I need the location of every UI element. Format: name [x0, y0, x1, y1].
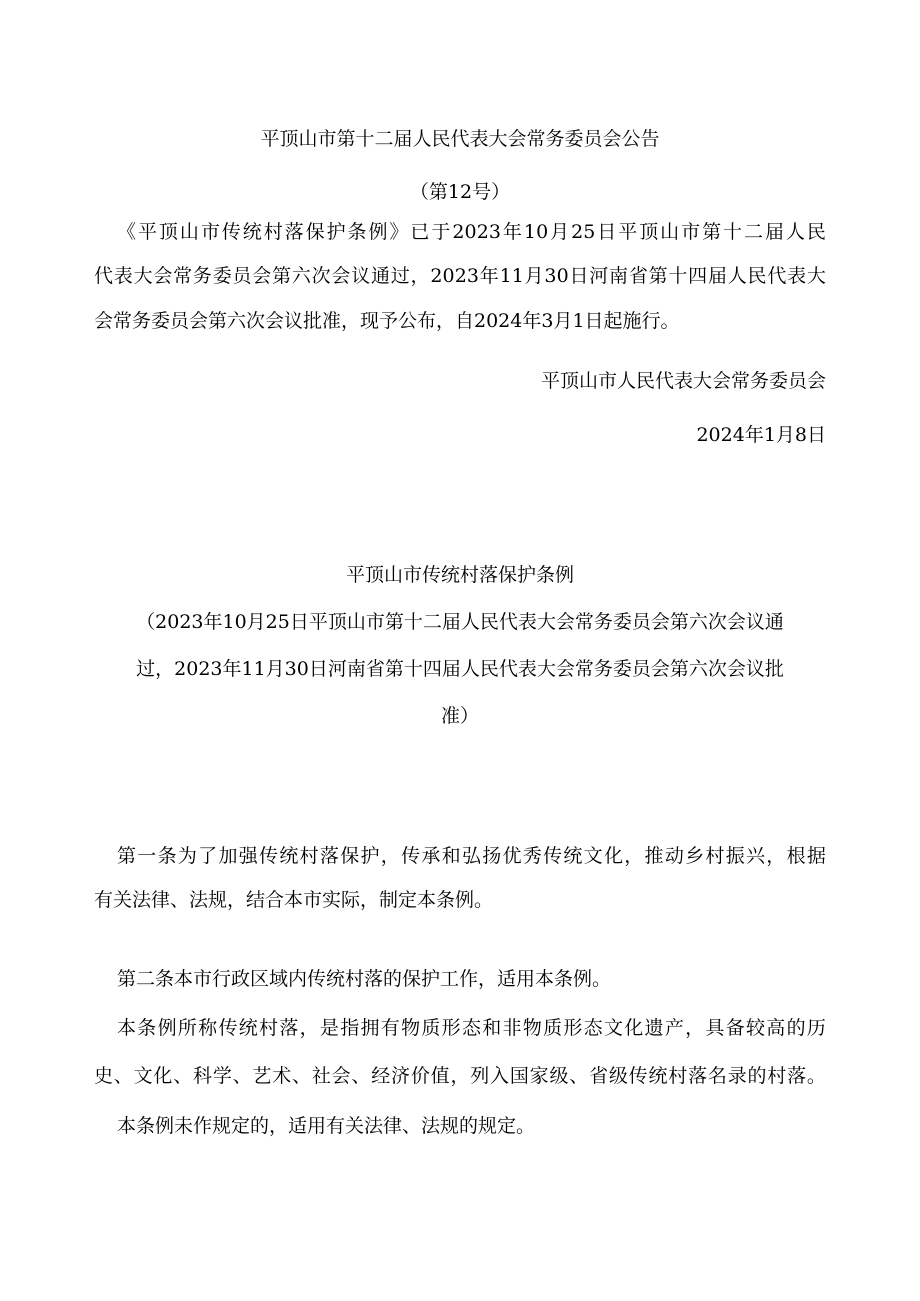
regulation-title: 平顶山市传统村落保护条例: [345, 564, 574, 586]
announcement-body-line-2: 代表大会常务委员会第六次会议通过，2023年11月30日河南省第十四届人民代表大: [94, 265, 826, 287]
announcement-number: （第12号）: [409, 181, 511, 203]
announcement-title: 平顶山市第十二届人民代表大会常务委员会公告: [260, 128, 660, 150]
regulation-note-line-3: 准）: [440, 705, 479, 727]
announcement-body-line-3: 会常务委员会第六次会议批准，现予公布，自2024年3月1日起施行。: [94, 310, 680, 332]
article-1-line-2: 有关法律、法规，结合本市实际，制定本条例。: [94, 889, 494, 911]
announcement-body-line-1: 《平顶山市传统村落保护条例》已于2023年10月25日平顶山市第十二届人民: [117, 221, 826, 243]
definition-line-2: 史、文化、科学、艺术、社会、经济价值，列入国家级、省级传统村落名录的村落。: [94, 1065, 826, 1087]
definition-line-1: 本条例所称传统村落，是指拥有物质形态和非物质形态文化遗产，具备较高的历: [117, 1017, 826, 1039]
regulation-note-line-1: （2023年10月25日平顶山市第十二届人民代表大会常务委员会第六次会议通: [136, 611, 784, 633]
article-1-line-1: 第一条为了加强传统村落保护，传承和弘扬优秀传统文化，推动乡村振兴，根据: [117, 845, 826, 867]
article-2-line: 第二条本市行政区域内传统村落的保护工作，适用本条例。: [117, 968, 612, 990]
announcement-issuer: 平顶山市人民代表大会常务委员会: [540, 370, 826, 392]
supplement-line: 本条例未作规定的，适用有关法律、法规的规定。: [117, 1115, 536, 1137]
announcement-date: 2024年1月8日: [696, 424, 826, 446]
regulation-note-line-2: 过，2023年11月30日河南省第十四届人民代表大会常务委员会第六次会议批: [136, 658, 784, 680]
